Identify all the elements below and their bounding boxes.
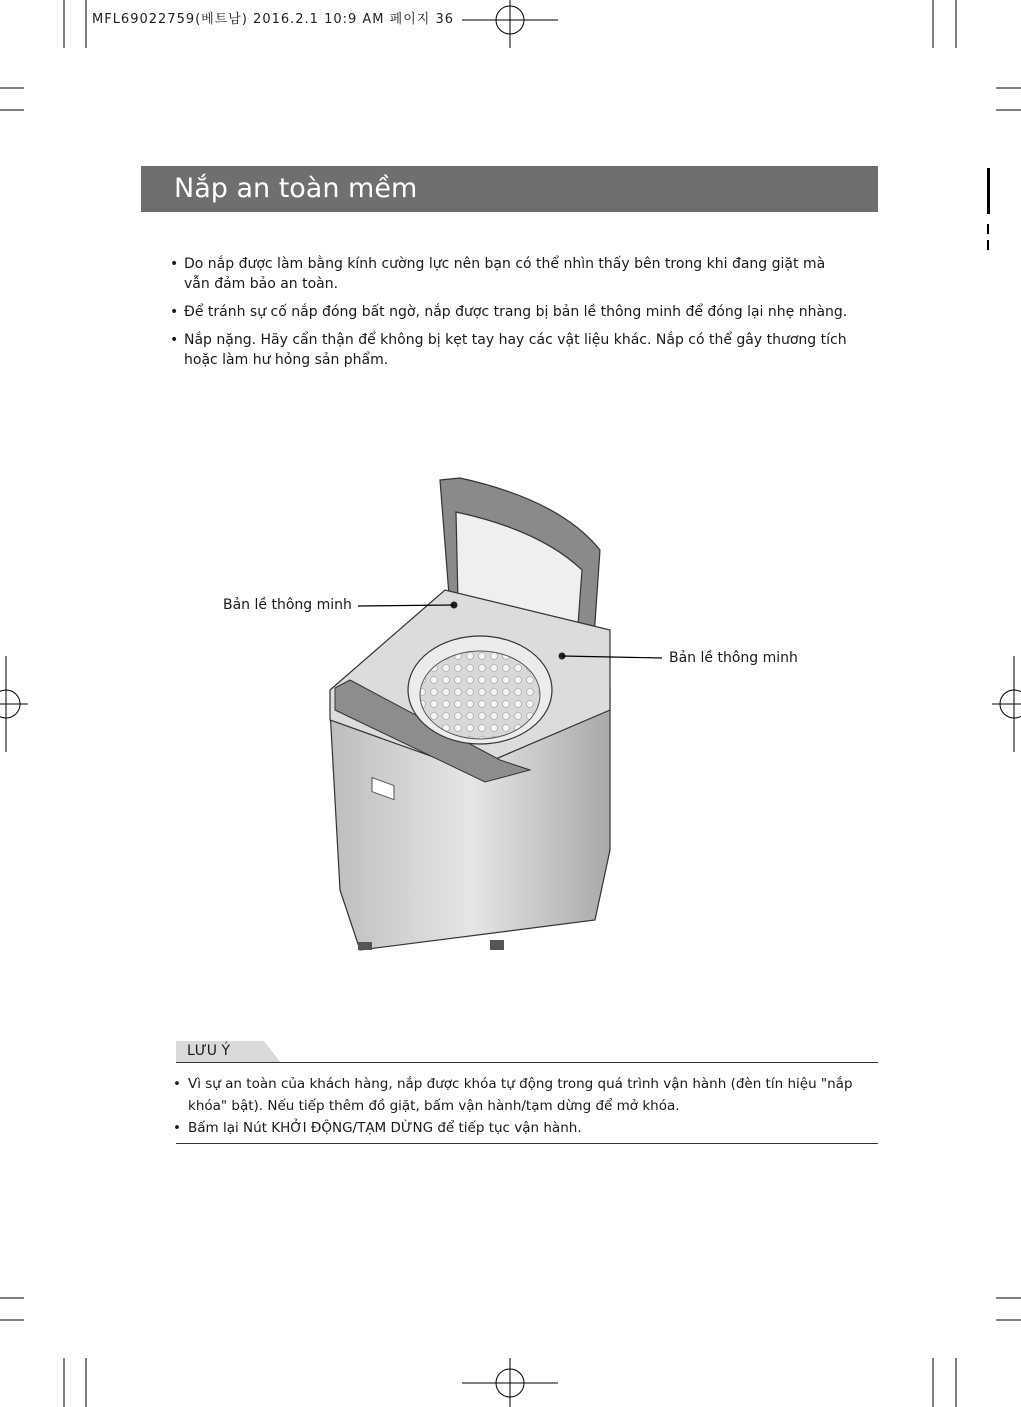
- bullet-text: Do nắp được làm bằng kính cường lực nên bạn có thể nhìn thấy bên trong khi đang giặt mà vẫn đảm bảo an toàn.: [184, 256, 826, 292]
- note-list: [173, 1073, 883, 1139]
- washing-machine-illustration: [200, 470, 820, 970]
- bullet-dot: •: [170, 332, 179, 348]
- note-dot: •: [173, 1076, 181, 1092]
- bullet-item: [170, 254, 850, 294]
- note-item: [173, 1117, 883, 1139]
- bullet-item: [170, 302, 850, 322]
- page-title: Nắp an toàn mềm: [141, 166, 878, 212]
- bullet-item: [170, 330, 850, 370]
- bullet-list: [170, 254, 850, 378]
- note-item: [173, 1073, 883, 1117]
- note-text: Bấm lại Nút KHỞI ĐỘNG/TẠM DỪNG để tiếp tục vận hành.: [188, 1120, 582, 1136]
- note-divider-top: [176, 1062, 878, 1063]
- bullet-text: Để tránh sự cố nắp đóng bất ngờ, nắp được trang bị bản lề thông minh để đóng lại nhẹ nhàng.: [184, 304, 848, 320]
- callout-right-label: Bản lề thông minh: [669, 650, 798, 666]
- note-heading: LƯU Ý: [187, 1043, 231, 1059]
- note-text: Vì sự an toàn của khách hàng, nắp được khóa tự động trong quá trình vận hành (đèn tín hiệu "nắp khóa" bật). Nếu tiếp thêm đồ giặt, bấm vận hành/tạm dừng để mở khóa.: [188, 1076, 853, 1114]
- bullet-dot: •: [170, 304, 179, 320]
- callout-left-label: Bản lề thông minh: [223, 597, 352, 613]
- bullet-dot: •: [170, 256, 179, 272]
- note-dot: •: [173, 1120, 181, 1136]
- bullet-text: Nắp nặng. Hãy cẩn thận để không bị kẹt tay hay các vật liệu khác. Nắp có thể gây thương tích hoặc làm hư hỏng sản phẩm.: [184, 332, 847, 368]
- print-header: MFL69022759(베트남) 2016.2.1 10:9 AM 페이지 36: [92, 12, 454, 27]
- note-divider-bottom: [176, 1143, 878, 1144]
